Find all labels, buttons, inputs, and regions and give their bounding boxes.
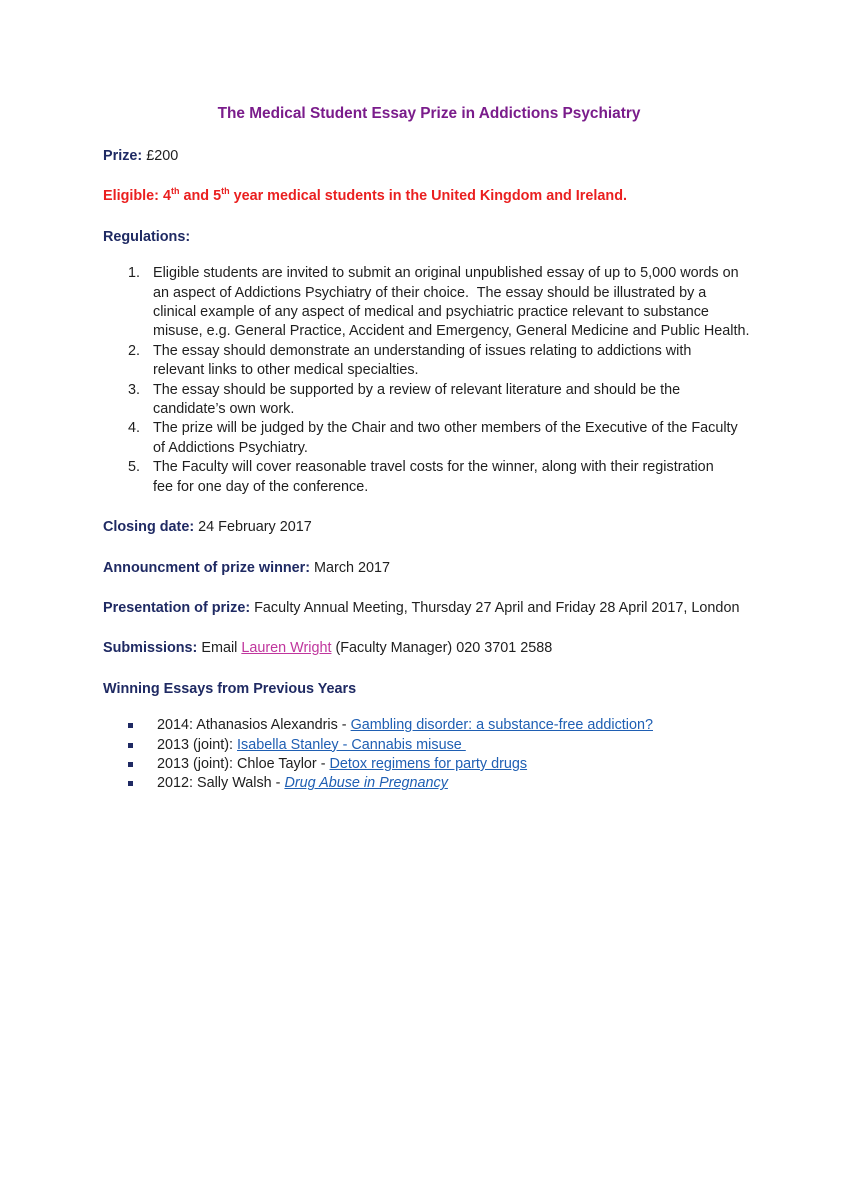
closing-date-line (103, 518, 753, 537)
winner-item (103, 716, 753, 735)
presentation-value: Faculty Annual Meeting, Thursday 27 April and Friday 28 April 2017, London (250, 599, 740, 616)
regulation-item (103, 458, 753, 497)
regulations-heading (103, 228, 753, 247)
submissions-before: Email (197, 640, 242, 657)
regulation-line: fee for one day of the conference. (153, 478, 369, 495)
winner-prefix: 2012: Sally Walsh - (157, 775, 285, 792)
regulation-line: clinical example of any aspect of medical and psychiatric practice relevant to substance (153, 304, 709, 321)
square-bullet-icon (128, 762, 133, 767)
document-content (103, 104, 753, 794)
announcement-value: March 2017 (310, 559, 391, 576)
regulation-number: 5. (128, 459, 141, 476)
regulation-number: 1. (128, 265, 141, 282)
winner-item (103, 755, 753, 774)
prize-value: £200 (146, 148, 179, 164)
regulation-line: relevant links to other medical specialties. (153, 362, 419, 379)
winners-heading (103, 680, 753, 699)
regulation-number: 4. (128, 420, 141, 437)
prize-label: Prize: (103, 148, 143, 164)
submissions-line (103, 639, 753, 658)
regulation-item (103, 381, 753, 420)
winner-prefix: 2013 (joint): Chloe Taylor - (157, 755, 330, 772)
winner-essay-link[interactable]: Drug Abuse in Pregnancy (284, 775, 448, 792)
winner-item (103, 736, 753, 755)
regulation-number: 2. (128, 342, 141, 359)
winner-essay-link[interactable]: Detox regimens for party drugs (329, 755, 528, 772)
square-bullet-icon (128, 743, 133, 748)
submissions-after: (Faculty Manager) 020 3701 2588 (331, 640, 553, 657)
presentation-label: Presentation of prize: (103, 599, 251, 616)
regulation-item (103, 419, 753, 458)
regulation-line: candidate’s own work. (153, 401, 295, 418)
winner-prefix: 2013 (joint): (157, 736, 237, 753)
regulation-line: The essay should demonstrate an understanding of issues relating to addictions with (153, 342, 692, 359)
winner-item (103, 774, 753, 793)
regulations-list (103, 264, 753, 497)
eligible-suffix: year medical students in the United Kingdom and Ireland. (229, 188, 627, 205)
winner-essay-link[interactable]: Isabella Stanley - Cannabis misuse (237, 736, 466, 753)
faculty-manager-email-link[interactable]: Lauren Wright (241, 640, 332, 657)
eligible-middle: and 5 (179, 188, 222, 205)
square-bullet-icon (128, 781, 133, 786)
regulations-heading-text: Regulations: (103, 228, 191, 245)
eligible-sup-1: th (170, 185, 180, 196)
regulation-number: 3. (128, 381, 141, 398)
regulation-line: of Addictions Psychiatry. (153, 439, 308, 456)
winner-essay-link[interactable]: Gambling disorder: a substance-free addiction? (350, 717, 653, 734)
prize-line (103, 147, 753, 166)
winners-heading-text: Winning Essays from Previous Years (103, 680, 357, 697)
regulation-line: The Faculty will cover reasonable travel costs for the winner, along with their registration (153, 459, 714, 476)
eligible-sup-2: th (221, 185, 230, 196)
submissions-label: Submissions: (103, 640, 198, 657)
regulation-line: misuse, e.g. General Practice, Accident and Emergency, General Medicine and Public Health. (153, 323, 750, 340)
winners-list (103, 716, 753, 794)
page-title: The Medical Student Essay Prize in Addictions Psychiatry (217, 105, 641, 122)
announcement-label: Announcment of prize winner: (103, 559, 311, 576)
regulation-line: The prize will be judged by the Chair and two other members of the Executive of the Faculty (153, 420, 738, 437)
presentation-line (103, 599, 753, 618)
regulation-line: Eligible students are invited to submit an original unpublished essay of up to 5,000 words on (153, 265, 739, 282)
regulation-item (103, 264, 753, 342)
regulation-line: The essay should be supported by a review of relevant literature and should be the (153, 381, 681, 398)
closing-date-label: Closing date: (103, 519, 195, 536)
square-bullet-icon (128, 723, 133, 728)
winner-prefix: 2014: Athanasios Alexandris - (157, 717, 351, 734)
regulation-item (103, 342, 753, 381)
regulation-line: an aspect of Addictions Psychiatry of their choice. The essay should be illustrated by a (153, 284, 707, 301)
announcement-line (103, 559, 753, 578)
eligibility-line (103, 187, 753, 206)
eligible-prefix: Eligible: 4 (103, 188, 171, 205)
closing-date-value: 24 February 2017 (194, 519, 312, 536)
